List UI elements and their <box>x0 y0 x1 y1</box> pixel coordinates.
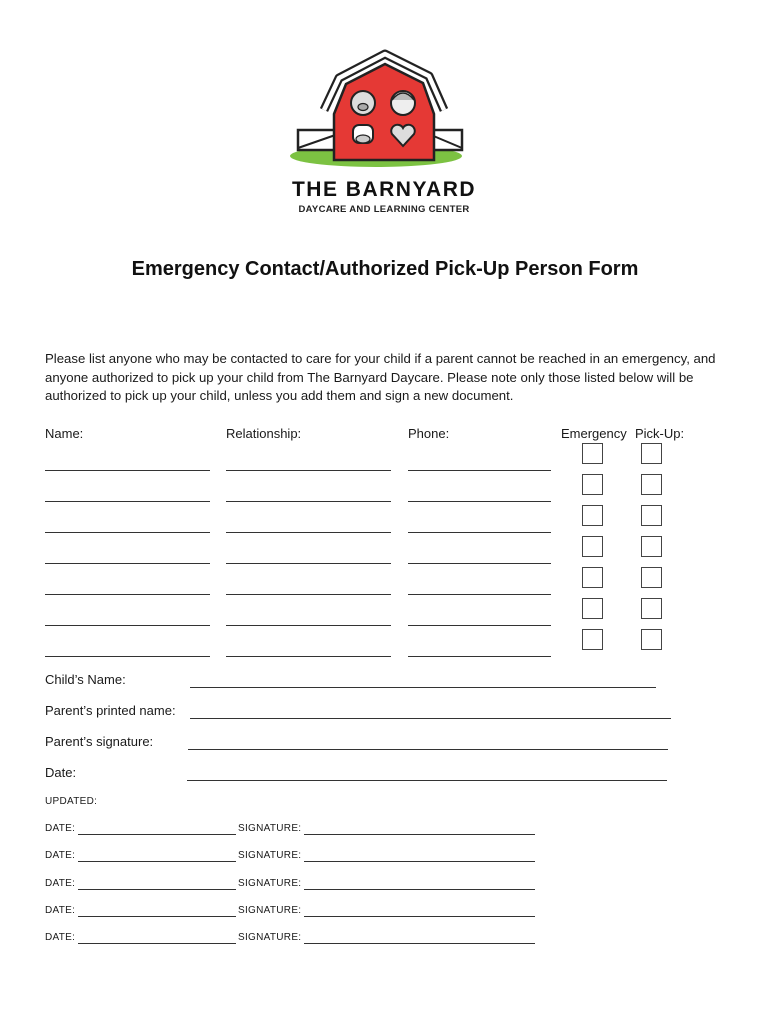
update-signature-label: SIGNATURE: <box>238 905 302 916</box>
relationship-field[interactable] <box>226 594 391 595</box>
update-date-label: DATE: <box>45 932 76 943</box>
parent-printed-field[interactable] <box>190 718 671 719</box>
update-date-field[interactable] <box>78 861 236 862</box>
relationship-field[interactable] <box>226 470 391 471</box>
name-field[interactable] <box>45 594 210 595</box>
name-field[interactable] <box>45 625 210 626</box>
update-date-label: DATE: <box>45 905 76 916</box>
brand-tagline: DAYCARE AND LEARNING CENTER <box>298 204 470 215</box>
header-phone: Phone: <box>408 426 450 441</box>
update-signature-field[interactable] <box>304 916 535 917</box>
relationship-field[interactable] <box>226 625 391 626</box>
updated-heading: UPDATED: <box>45 796 98 807</box>
update-date-label: DATE: <box>45 878 76 889</box>
update-signature-field[interactable] <box>304 861 535 862</box>
relationship-field[interactable] <box>226 656 391 657</box>
parent-signature-label: Parent’s signature: <box>45 734 154 749</box>
update-date-field[interactable] <box>78 834 236 835</box>
update-date-field[interactable] <box>78 889 236 890</box>
relationship-field[interactable] <box>226 501 391 502</box>
update-date-label: DATE: <box>45 823 76 834</box>
brand-name: THE BARNYARD <box>291 178 477 201</box>
pickup-checkbox[interactable] <box>641 474 662 495</box>
emergency-checkbox[interactable] <box>582 567 603 588</box>
header-emergency: Emergency <box>561 426 627 441</box>
name-field[interactable] <box>45 532 210 533</box>
update-signature-label: SIGNATURE: <box>238 850 302 861</box>
date-label: Date: <box>45 765 77 780</box>
update-signature-field[interactable] <box>304 943 535 944</box>
emergency-checkbox[interactable] <box>582 536 603 557</box>
name-field[interactable] <box>45 501 210 502</box>
phone-field[interactable] <box>408 501 551 502</box>
name-field[interactable] <box>45 563 210 564</box>
update-signature-label: SIGNATURE: <box>238 932 302 943</box>
parent-signature-field[interactable] <box>188 749 668 750</box>
date-field[interactable] <box>187 780 667 781</box>
header-pickup: Pick-Up: <box>635 426 685 441</box>
child-name-label: Child’s Name: <box>45 672 126 687</box>
phone-field[interactable] <box>408 625 551 626</box>
page-title: Emergency Contact/Authorized Pick-Up Person Form <box>131 258 639 280</box>
relationship-field[interactable] <box>226 532 391 533</box>
emergency-checkbox[interactable] <box>582 505 603 526</box>
update-signature-field[interactable] <box>304 889 535 890</box>
name-field[interactable] <box>45 656 210 657</box>
update-date-field[interactable] <box>78 943 236 944</box>
parent-printed-label: Parent’s printed name: <box>45 703 176 718</box>
pickup-checkbox[interactable] <box>641 629 662 650</box>
phone-field[interactable] <box>408 470 551 471</box>
header-name: Name: <box>45 426 84 441</box>
emergency-checkbox[interactable] <box>582 598 603 619</box>
pickup-checkbox[interactable] <box>641 567 662 588</box>
pickup-checkbox[interactable] <box>641 598 662 619</box>
update-signature-label: SIGNATURE: <box>238 823 302 834</box>
name-field[interactable] <box>45 470 210 471</box>
pickup-checkbox[interactable] <box>641 505 662 526</box>
barn-icon <box>284 48 484 178</box>
update-date-field[interactable] <box>78 916 236 917</box>
update-date-label: DATE: <box>45 850 76 861</box>
phone-field[interactable] <box>408 656 551 657</box>
emergency-checkbox[interactable] <box>582 443 603 464</box>
child-name-field[interactable] <box>190 687 656 688</box>
phone-field[interactable] <box>408 594 551 595</box>
phone-field[interactable] <box>408 563 551 564</box>
emergency-checkbox[interactable] <box>582 474 603 495</box>
intro-paragraph: Please list anyone who may be contacted to care for your child if a parent cannot be reached in an emergency, and anyone authorized to pick up your child from The Barnyard Daycare. Please note only those listed below will be authorized to pick up your child, unless you add them and sign a new document. <box>45 351 716 403</box>
phone-field[interactable] <box>408 532 551 533</box>
emergency-checkbox[interactable] <box>582 629 603 650</box>
update-signature-field[interactable] <box>304 834 535 835</box>
pickup-checkbox[interactable] <box>641 443 662 464</box>
relationship-field[interactable] <box>226 563 391 564</box>
header-relationship: Relationship: <box>226 426 302 441</box>
pickup-checkbox[interactable] <box>641 536 662 557</box>
update-signature-label: SIGNATURE: <box>238 878 302 889</box>
